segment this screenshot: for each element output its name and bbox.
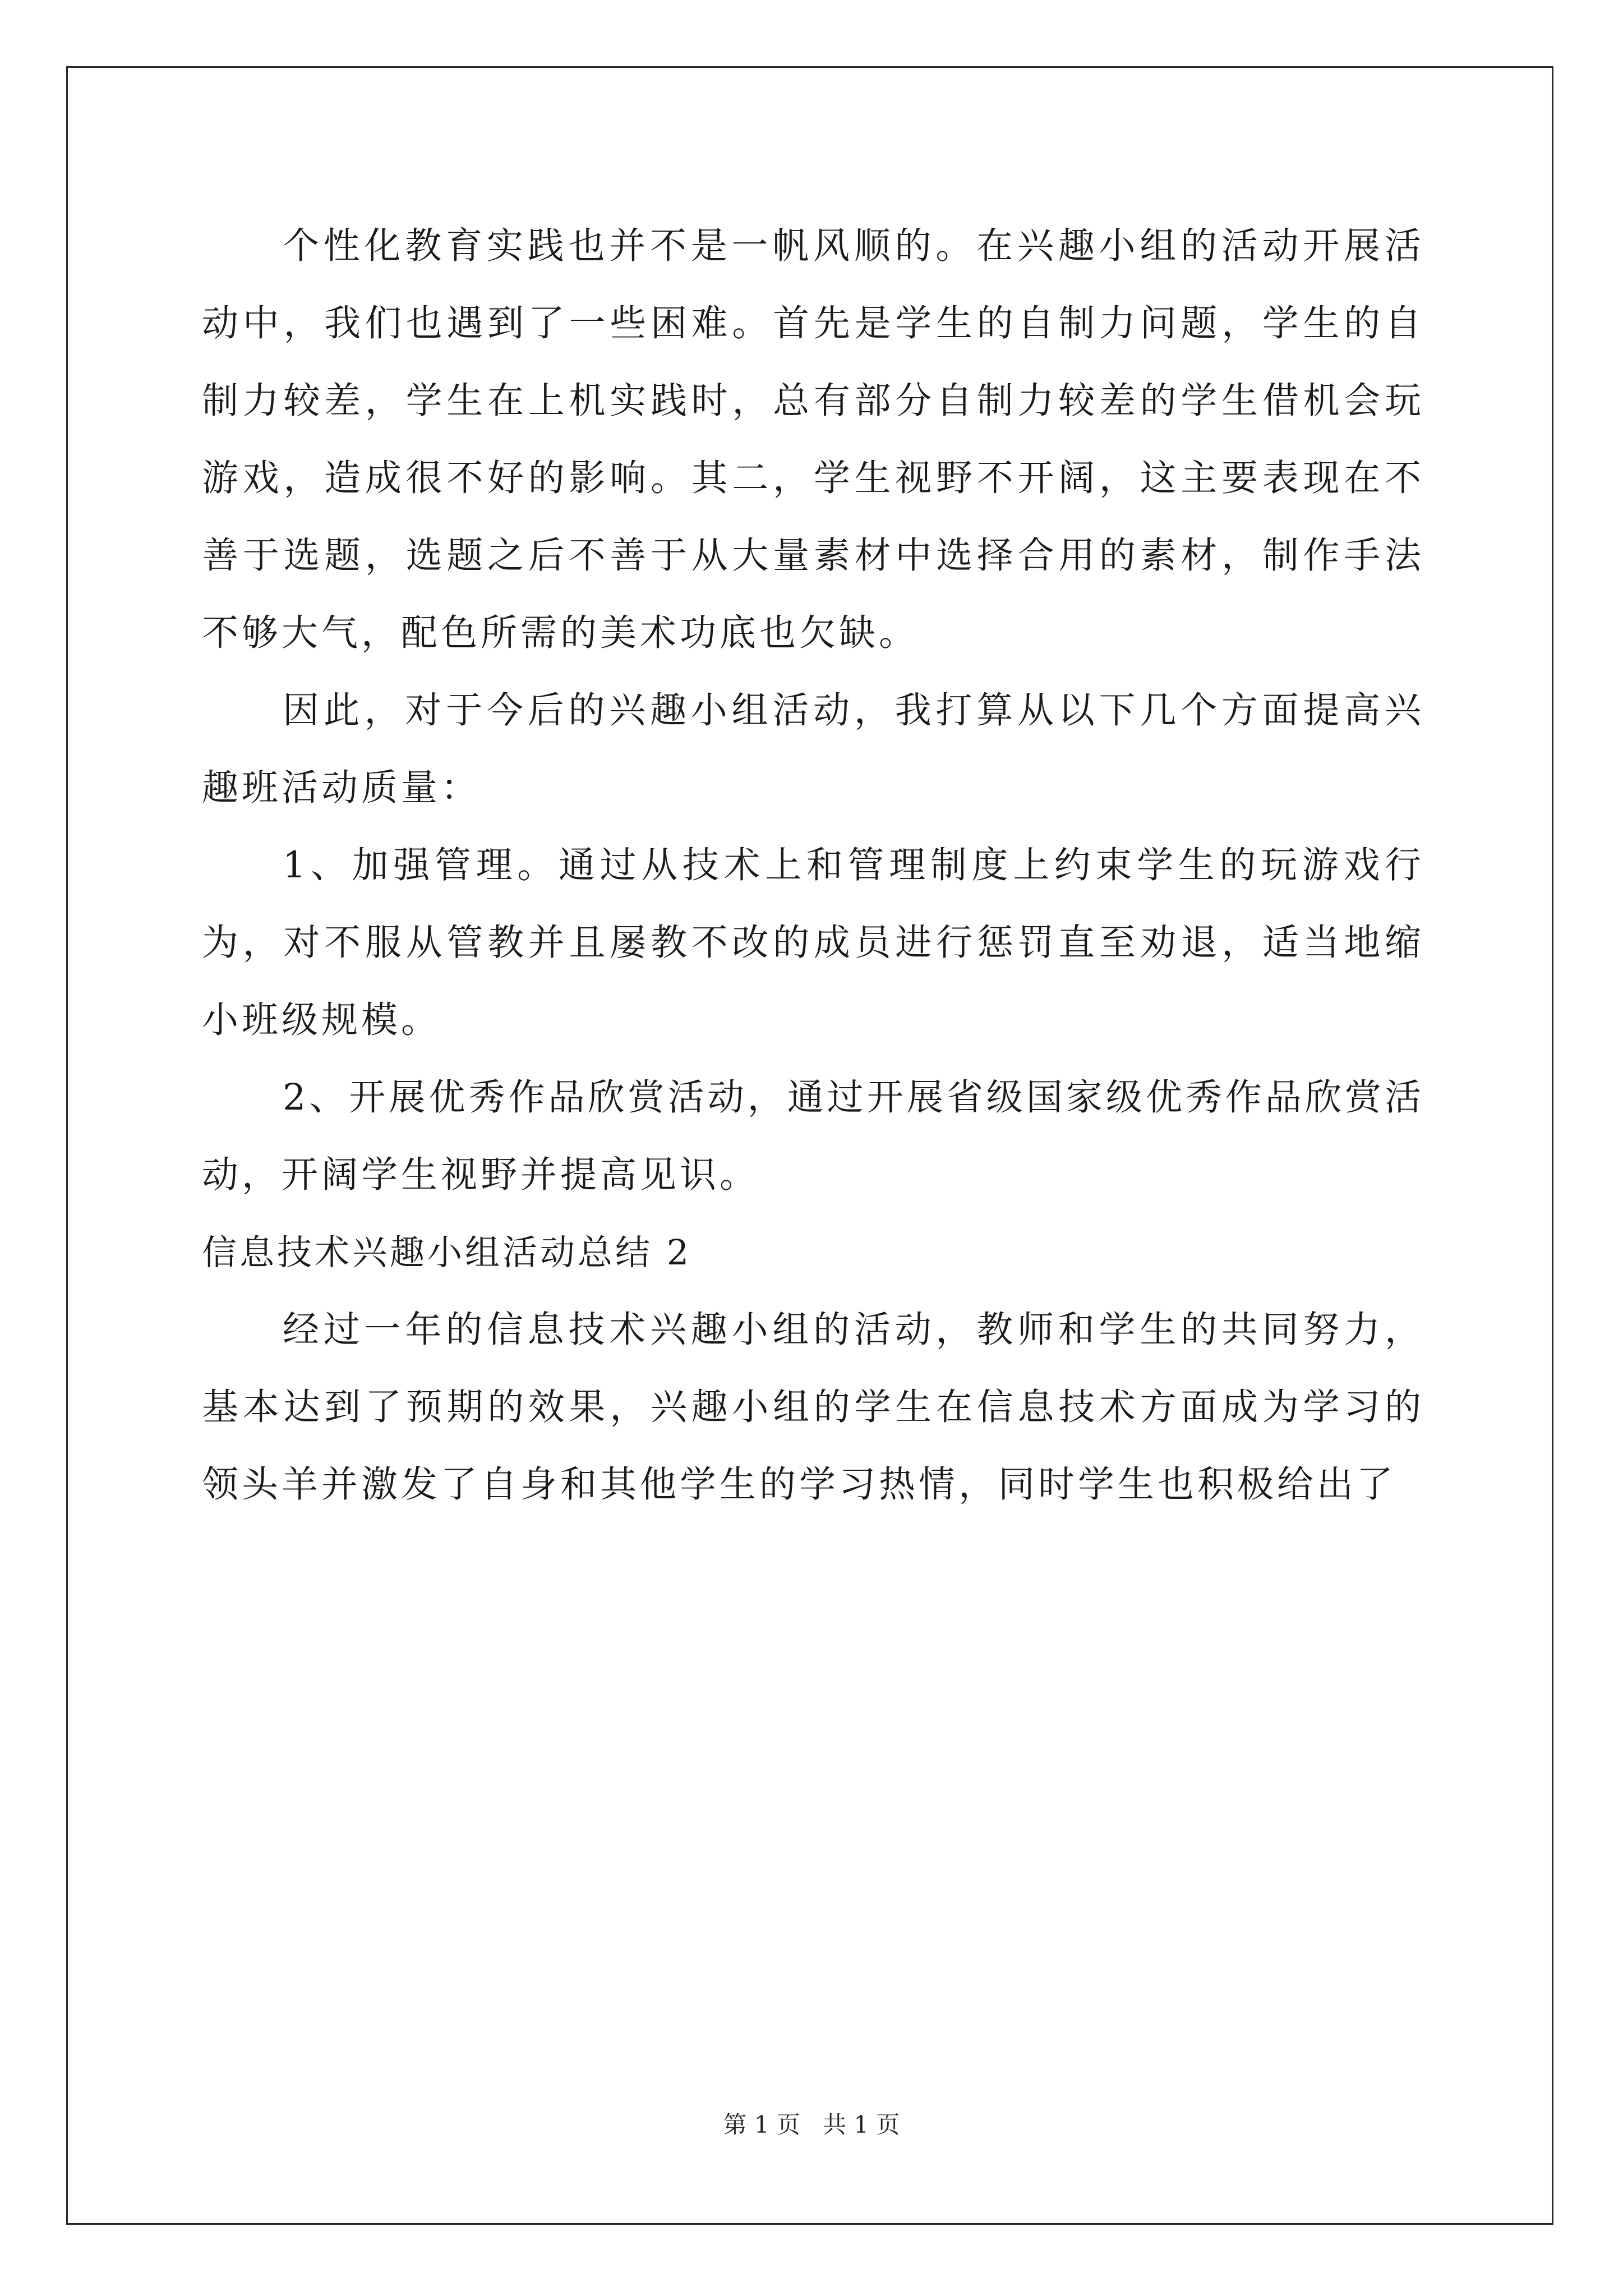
page-footer: [0, 2108, 1623, 2142]
section-heading: 信息技术兴趣小组活动总结 2: [202, 1232, 692, 1273]
page-total: 共 1 页: [823, 2111, 900, 2138]
paragraph-difficulties: 个性化教育实践也并不是一帆风顺的。在兴趣小组的活动开展活动中，我们也遇到了一些困难。首先是学生的自制力问题，学生的自制力较差，学生在上机实践时，总有部分自制力较差的学生借机会玩游戏，造成很不好的影响。其二，学生视野不开阔，这主要表现在不善于选题，选题之后不善于从大量素材中选择合用的素材，制作手法不够大气，配色所需的美术功底也欠缺。: [202, 225, 1424, 654]
document-body: [202, 208, 1424, 1524]
paragraph-item-2: 2、开展优秀作品欣赏活动，通过开展省级国家级优秀作品欣赏活动，开阔学生视野并提高见识。: [202, 1076, 1424, 1196]
page-number: 第 1 页: [723, 2111, 800, 2138]
paragraph-plan-intro: 因此，对于今后的兴趣小组活动，我打算从以下几个方面提高兴趣班活动质量：: [202, 689, 1424, 809]
paragraph-item-1: 1、加强管理。通过从技术上和管理制度上约束学生的玩游戏行为，对不服从管教并且屡教不改的成员进行惩罚直至劝退，适当地缩小班级规模。: [202, 844, 1424, 1041]
paragraph-summary: 经过一年的信息技术兴趣小组的活动，教师和学生的共同努力，基本达到了预期的效果，兴趣小组的学生在信息技术方面成为学习的领头羊并激发了自身和其他学生的学习热情，同时学生也积极给出了: [202, 1309, 1424, 1506]
